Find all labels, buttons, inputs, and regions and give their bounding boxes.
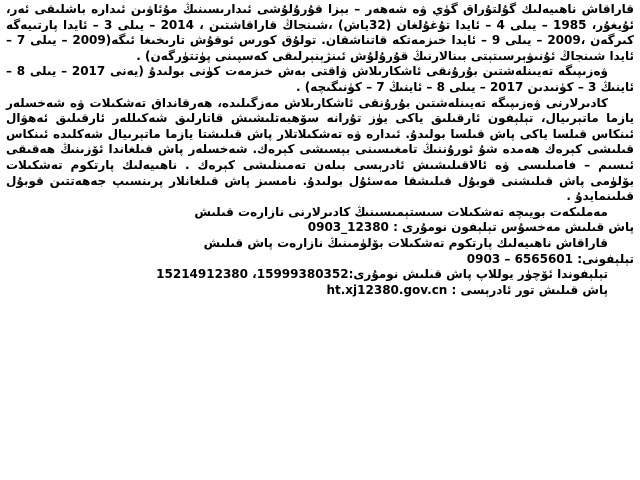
county-office-heading: قاراقاش ناھىيەلىك پارتكوم تەشكىلات بۆلۈمىنىڭ نازارەت پاش قىلىش (203, 235, 608, 250)
county-office-phone: تېلېفونى: 6565601 – 0903 (466, 251, 634, 266)
reporting-rules-paragraph: كادىرلارنى ۋەزىپىگە تەيىنلەشتىن بۇرۇنقى ئاشكارىلاش مەزگىلىدە، ھەرقانداق تەشكىلات ۋە شەخسلەر يازما ماتېرىيال، تېلېفون ئارقىلىق ياكى يۈز تۇرانە سۆھبەتلىشىش قاتارلىق شەكىللەر ئارقىلىق ئەھۋال ئىنكاس قىلسا ياكى پاش قىلسا بولىدۇ. ئىدارە ۋە تەشكىلاتلار پاش قىلىشتا يازما ماتېرىيال شەكلىدە ئىنكاس قىلىشى كېرەك ھەمدە شۇ ئورۇننىڭ تامغىسىنى بېسىشى كېرەك. شەخسلەر پاش قىلغاندا ئۆزىنىڭ ھەقىقى ئىسىم – فامىلىسى ۋە ئالاقىلىشىش ئادرېسى بىلەن تەمىنلىشى كېرەك . ناھىيەلىك پارتكوم تەشكىلات بۆلۈمى پاش قىلىشنى قوبۇل قىلىشقا مەسئۇل بولىدۇ. نامسىز پاش قىلغانلار پرىنسىپ جەھەتتىن قوبۇل قىلىنمايدۇ . (6, 95, 634, 204)
hotline-number: پاش قىلىش مەخسۇس تېلېفون نومۇرى : 12380_0903 (307, 220, 634, 235)
sms-report-numbers: تېلېفوندا ئۆچۈر يوللاپ پاش قىلىش نومۇرى:15999380352، 15214912380 (156, 267, 608, 282)
report-website: پاش قىلىش تور ئادرېسى : ht.xj12380.gov.cn (326, 282, 608, 297)
candidate-bio-paragraph: قاراقاش ناھىيەلىك گۇلتۇراق گۈي ۋە شەھەر – بېزا قۇرۇلۇشى ئىدارىسىنىڭ مۇئاۋىن ئىدارە باشلىقى ئەر، ئۇيغۇر، 1985 – يىلى 4 – ئايدا تۇغۇلغان (32ياش) ،شىنجاڭ قاراقاشتىن ، 2014 – يىلى 3 – ئايدا پارتىيەگە كىرگەن ،2009 – يىلى 9 – ئايدا خىزمەتكە قاتناشقان. تولۇق كورس ئوقۇش تارىخىغا ئىگە(2009 – يىلى 7 – ئايدا شىنجاڭ ئۇنىۋېرسىتېتى بىنالارنىڭ قۇرۇلۇش ئىنژېنېرلىقى كەسپىنى پۈتتۈرگەن) . (6, 2, 634, 63)
disclosure-period-paragraph: ۋەزىپىگە تەيىنلەشتىن بۇرۇنقى ئاشكارىلاش ۋاقتى بەش خىزمەت كۈنى بولىدۇ (يەنى 2017 – يىلى 8 – ئاينىڭ 3 – كۈنىدىن 2017 – يىلى 8 – ئاينىڭ 7 – كۈنىگىچە) . (6, 64, 634, 94)
hotline-heading: مەملىكەت بويىچە تەشكىلات سىستېمىسىنىڭ كادىرلارنى نازارەت قىلىش (194, 204, 608, 219)
